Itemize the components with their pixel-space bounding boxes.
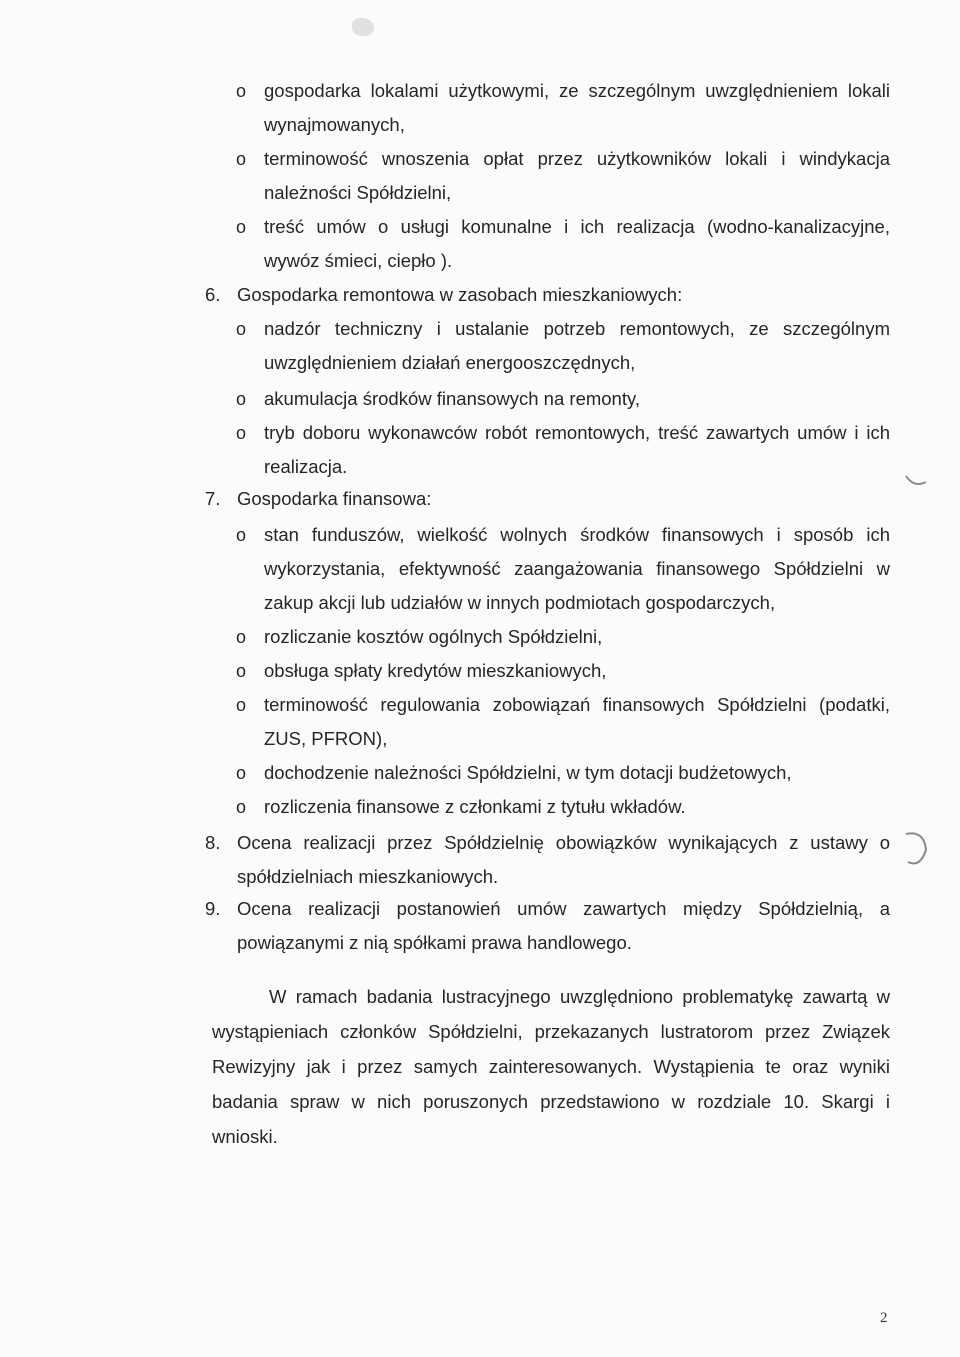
bullet-marker: o [236,525,247,545]
list-item [236,74,890,142]
bullet-marker: o [236,319,247,339]
numbered-item-text: Ocena realizacji przez Spółdzielnię obowiązków wynikających z ustawy o spółdzielniach mieszkaniowych. [237,832,890,887]
item-number: 6. [205,284,221,305]
list-item-text: rozliczanie kosztów ogólnych Spółdzielni, [264,626,603,647]
numbered-item-text: Ocena realizacji postanowień umów zawartych między Spółdzielnią, a powiązanymi z nią spółkami prawa handlowego. [237,898,890,953]
list-item-text: dochodzenie należności Spółdzielni, w tym dotacji budżetowych, [264,762,792,783]
list-item [236,518,890,620]
list-item [236,210,890,278]
list-item [236,654,890,688]
item-number: 9. [205,898,221,919]
bullet-marker: o [236,661,247,681]
bullet-marker: o [236,695,247,715]
list-item [236,756,890,790]
punch-hole-mark-top [900,468,940,508]
list-item-text: obsługa spłaty kredytów mieszkaniowych, [264,660,607,681]
list-item-text: nadzór techniczny i ustalanie potrzeb remontowych, ze szczególnym uwzględnieniem działań energooszczędnych, [264,318,890,373]
list-item-text: terminowość regulowania zobowiązań finansowych Spółdzielni (podatki, ZUS, PFRON), [264,694,890,749]
scan-smudge [352,18,374,36]
section-heading: Gospodarka remontowa w zasobach mieszkaniowych: [237,284,683,305]
list-item [236,620,890,654]
list-item [236,142,890,210]
bullet-marker: o [236,627,247,647]
punch-hole-mark-bottom [900,828,950,878]
item-number: 8. [205,832,221,853]
item-number: 7. [205,488,221,509]
numbered-item [205,482,890,516]
bullet-marker: o [236,797,247,817]
list-item [236,790,890,824]
bullet-marker: o [236,389,247,409]
list-item-text: tryb doboru wykonawców robót remontowych, treść zawartych umów i ich realizacja. [264,422,890,477]
list-item [236,312,890,380]
bullet-marker: o [236,149,247,169]
bullet-marker: o [236,217,247,237]
list-item [236,416,890,484]
list-item-text: stan funduszów, wielkość wolnych środków finansowych i sposób ich wykorzystania, efektywność zaangażowania finansowego Spółdzielni w zakup akcji lub udziałów w innych podmiotach gospodarczych, [264,524,890,613]
bullet-marker: o [236,81,247,101]
bullet-marker: o [236,423,247,443]
numbered-item [205,892,890,960]
list-item-text: rozliczenia finansowe z członkami z tytułu wkładów. [264,796,686,817]
numbered-item [205,826,890,894]
list-item [236,382,890,416]
numbered-item [205,278,890,312]
list-item-text: terminowość wnoszenia opłat przez użytkowników lokali i windykacja należności Spółdzielni, [264,148,890,203]
list-item [236,688,890,756]
list-item-text: akumulacja środków finansowych na remonty, [264,388,640,409]
list-item-text: treść umów o usługi komunalne i ich realizacja (wodno-kanalizacyjne, wywóz śmieci, ciepło ). [264,216,890,271]
page-number: 2 [880,1310,888,1326]
list-item-text: gospodarka lokalami użytkowymi, ze szczególnym uwzględnieniem lokali wynajmowanych, [264,80,890,135]
bullet-marker: o [236,763,247,783]
body-paragraph: W ramach badania lustracyjnego uwzględniono problematykę zawartą w wystąpieniach członków Spółdzielni, przekazanych lustratorom przez Związek Rewizyjny jak i przez samych zainteresowanych. Wystąpienia te oraz wyniki badania spraw w nich poruszonych przedstawiono w rozdziale 10. Skargi i wnioski. [212,986,890,1147]
section-heading: Gospodarka finansowa: [237,488,432,509]
